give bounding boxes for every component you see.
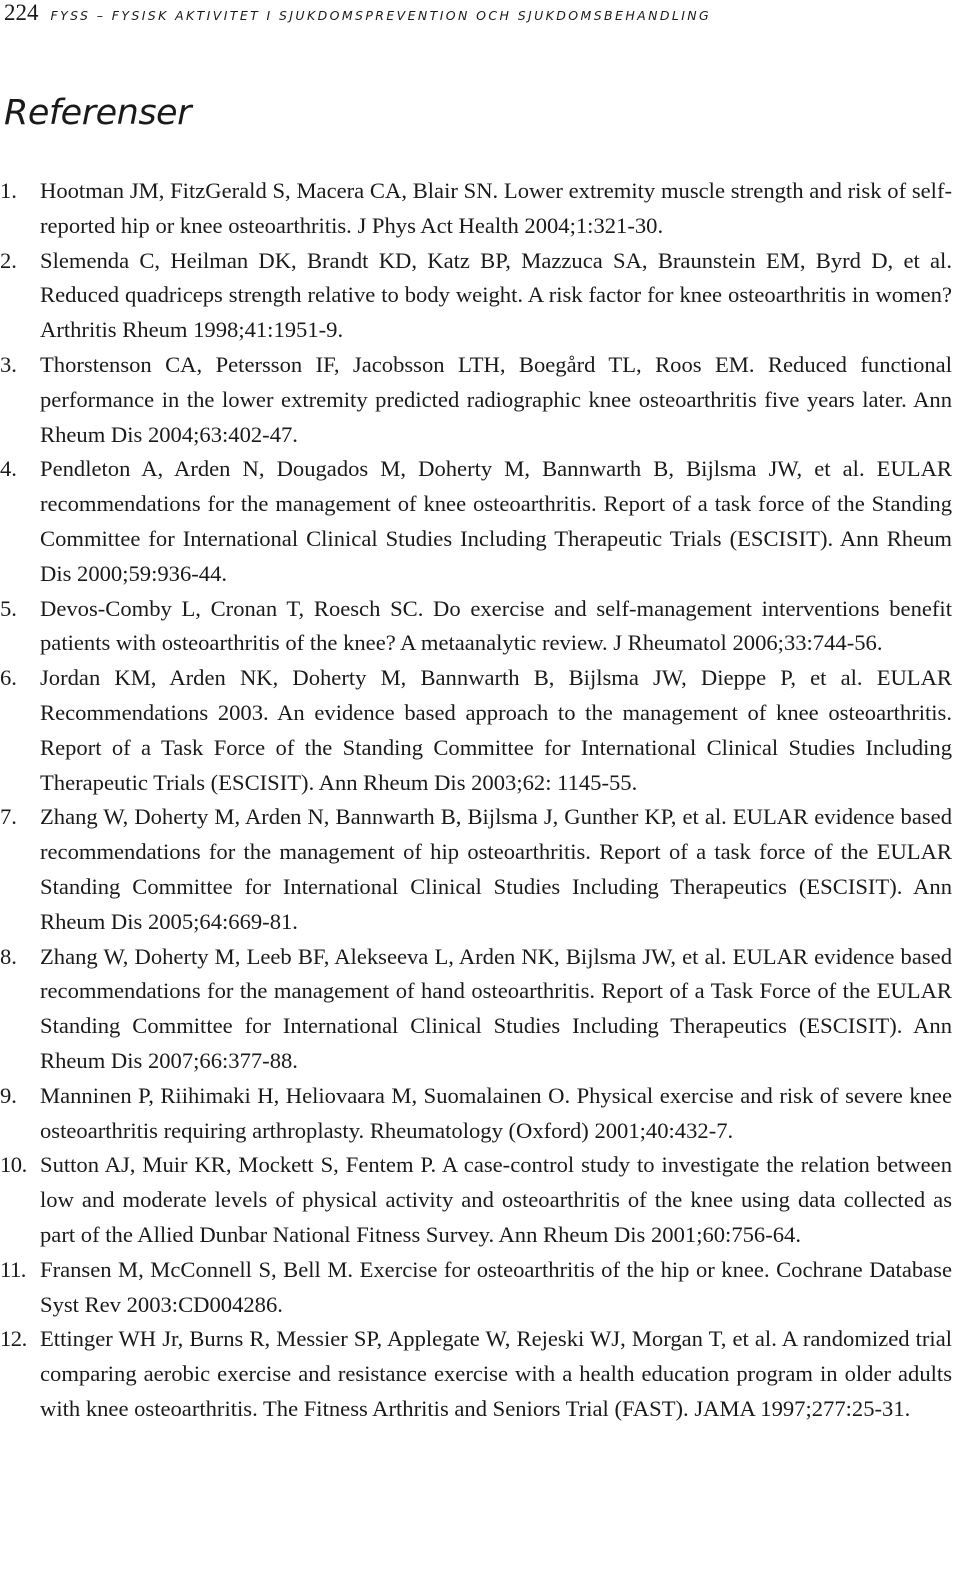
reference-number: 5. — [0, 595, 17, 621]
reference-item — [0, 1322, 952, 1426]
reference-item — [0, 1079, 952, 1149]
reference-list — [0, 174, 952, 1427]
reference-item — [0, 348, 952, 452]
reference-item — [0, 174, 952, 244]
reference-text: Thorstenson CA, Petersson IF, Jacobsson LTH, Boegård TL, Roos EM. Reduced functional performance in the lower extremity predicted radiographic knee osteoarthritis five years later. Ann Rheum Dis 2004;63:402-47. — [40, 351, 952, 447]
reference-number: 4. — [0, 456, 17, 482]
reference-item — [0, 661, 952, 800]
running-title: FYSS – FYSISK AKTIVITET I SJUKDOMSPREVENTION OCH SJUKDOMSBEHANDLING — [50, 8, 712, 23]
reference-number: 12. — [0, 1326, 27, 1352]
page-number: 224 — [4, 0, 39, 25]
reference-number: 6. — [0, 665, 17, 691]
running-header — [4, 0, 711, 24]
reference-text: Manninen P, Riihimaki H, Heliovaara M, Suomalainen O. Physical exercise and risk of severe knee osteoarthritis requiring arthroplasty. Rheumatology (Oxford) 2001;40:432-7. — [40, 1082, 952, 1143]
reference-number: 3. — [0, 351, 17, 377]
reference-number: 10. — [0, 1152, 27, 1178]
reference-text: Hootman JM, FitzGerald S, Macera CA, Blair SN. Lower extremity muscle strength and risk of self-reported hip or knee osteoarthritis. J Phys Act Health 2004;1:321-30. — [40, 178, 952, 238]
reference-item — [0, 940, 952, 1079]
reference-text: Zhang W, Doherty M, Arden N, Bannwarth B, Bijlsma J, Gunther KP, et al. EULAR evidence based recommendations for the management of hip osteoarthritis. Report of a task force of the EULAR Standing Committee for International Clinical Studies Including Therapeutics (ESCISIT). Ann Rheum Dis 2005;64:669-81. — [40, 804, 952, 934]
reference-text: Zhang W, Doherty M, Leeb BF, Alekseeva L, Arden NK, Bijlsma JW, et al. EULAR evidence based recommendations for the management of hand osteoarthritis. Report of a Task Force of the EULAR Standing Committee for International Clinical Studies Including Therapeutics (ESCISIT). Ann Rheum Dis 2007;66:377-88. — [40, 943, 952, 1073]
reference-text: Ettinger WH Jr, Burns R, Messier SP, Applegate W, Rejeski WJ, Morgan T, et al. A randomized trial comparing aerobic exercise and resistance exercise with a health education program in older adults with knee osteoarthritis. The Fitness Arthritis and Seniors Trial (FAST). JAMA 1997;277:25-31. — [40, 1326, 952, 1421]
reference-number: 11. — [0, 1256, 26, 1282]
reference-text: Fransen M, McConnell S, Bell M. Exercise for osteoarthritis of the hip or knee. Cochrane Database Syst Rev 2003:CD004286. — [40, 1256, 952, 1317]
reference-number: 2. — [0, 247, 17, 273]
reference-item — [0, 452, 952, 591]
reference-text: Slemenda C, Heilman DK, Brandt KD, Katz BP, Mazzuca SA, Braunstein EM, Byrd D, et al. Reduced quadriceps strength relative to body weight. A risk factor for knee osteoarthritis in women? Arthritis Rheum 1998;41:1951-9. — [40, 247, 952, 343]
reference-number: 9. — [0, 1082, 17, 1108]
reference-item — [0, 1148, 952, 1252]
reference-number: 8. — [0, 943, 17, 969]
reference-text: Pendleton A, Arden N, Dougados M, Doherty M, Bannwarth B, Bijlsma JW, et al. EULAR recommendations for the management of knee osteoarthritis. Report of a task force of the Standing Committee for International Clinical Studies Including Therapeutic Trials (ESCISIT). Ann Rheum Dis 2000;59:936-44. — [40, 456, 952, 586]
reference-number: 1. — [0, 178, 17, 203]
reference-text: Jordan KM, Arden NK, Doherty M, Bannwarth B, Bijlsma JW, Dieppe P, et al. EULAR Recommendations 2003. An evidence based approach to the management of knee osteoarthritis. Report of a Task Force of the Standing Committee for International Clinical Studies Including Therapeutic Trials (ESCISIT). Ann Rheum Dis 2003;62: 1145-55. — [40, 665, 952, 795]
reference-number: 7. — [0, 804, 17, 830]
reference-item — [0, 1253, 952, 1323]
reference-item — [0, 244, 952, 348]
reference-item — [0, 592, 952, 662]
reference-item — [0, 800, 952, 939]
reference-text: Sutton AJ, Muir KR, Mockett S, Fentem P. A case-control study to investigate the relation between low and moderate levels of physical activity and osteoarthritis of the knee using data collected as part of the Allied Dunbar National Fitness Survey. Ann Rheum Dis 2001;60:756-64. — [40, 1152, 952, 1247]
reference-text: Devos-Comby L, Cronan T, Roesch SC. Do exercise and self-management interventions benefit patients with osteoarthritis of the knee? A metaanalytic review. J Rheumatol 2006;33:744-56. — [40, 595, 952, 656]
section-title: Referenser — [4, 93, 191, 133]
